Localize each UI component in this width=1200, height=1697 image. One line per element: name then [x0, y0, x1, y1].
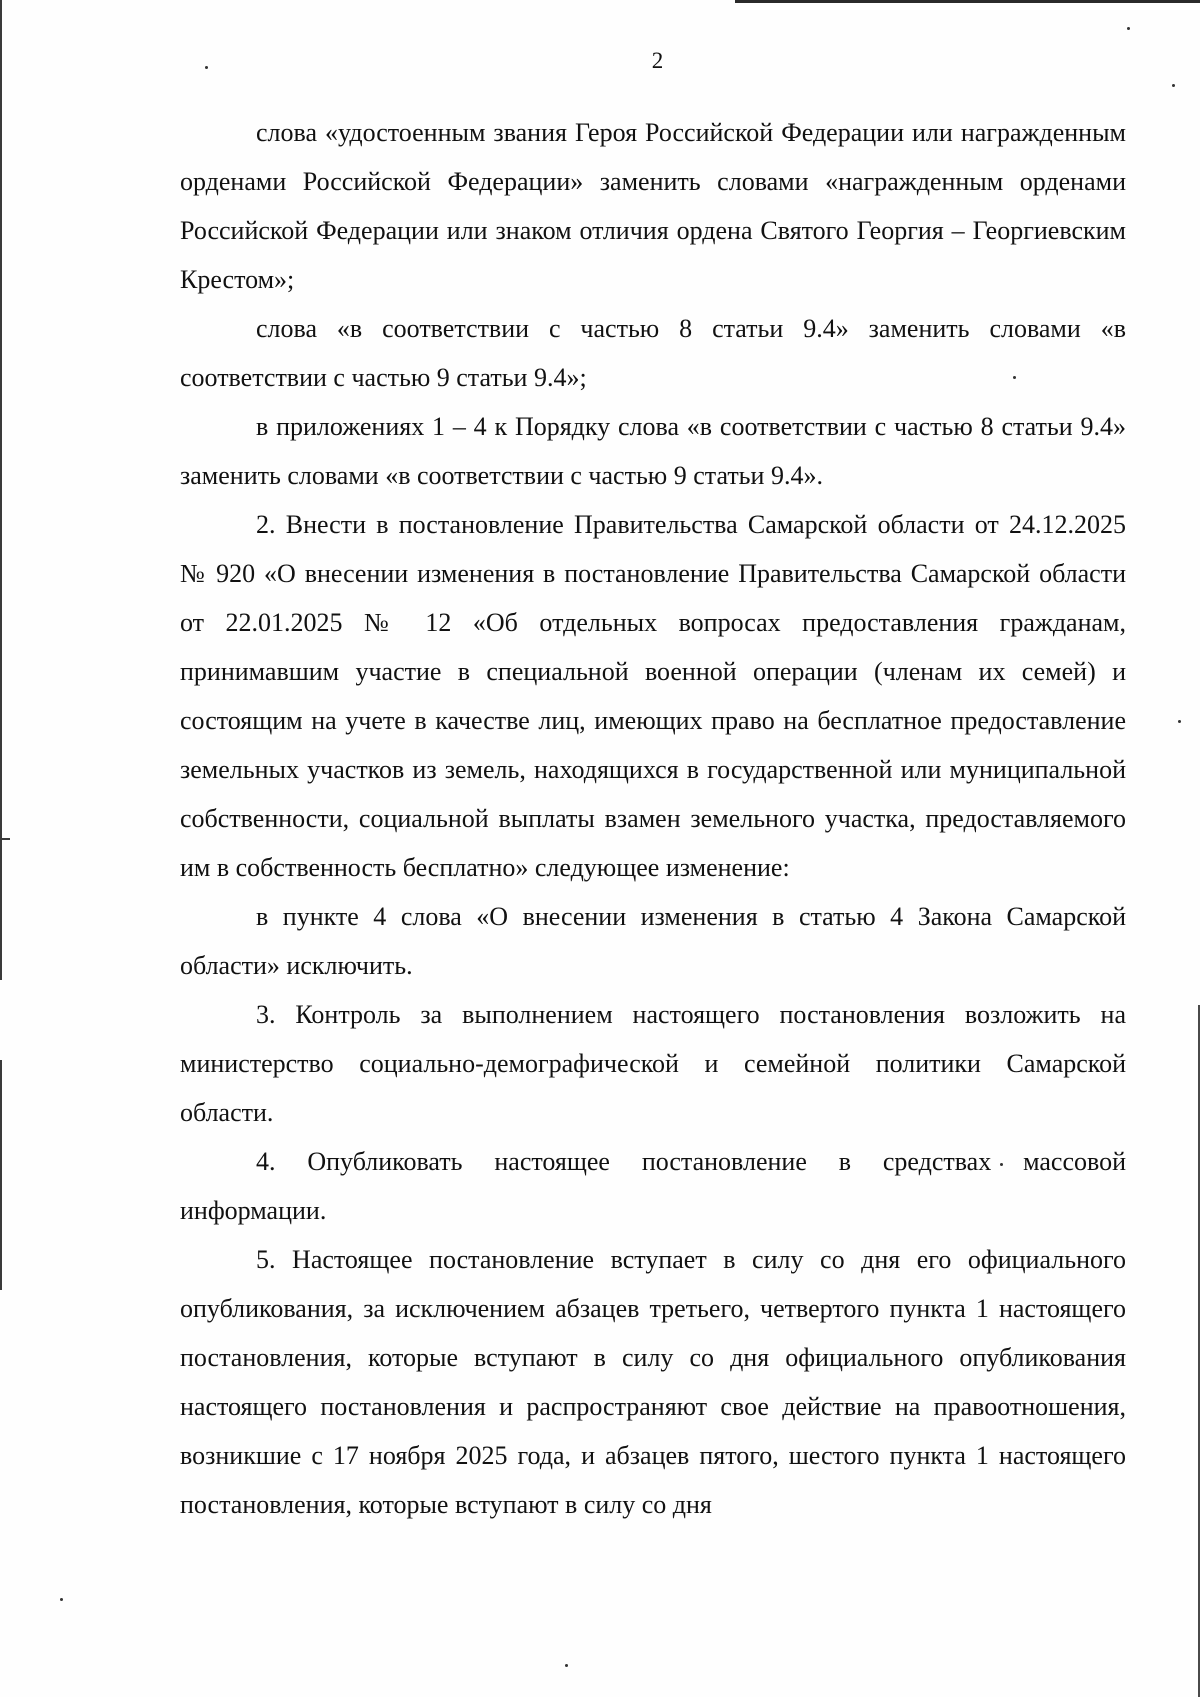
- scan-edge-left: [0, 0, 2, 980]
- document-body: [180, 108, 1126, 1529]
- page-number: 2: [651, 48, 664, 73]
- scan-speck: [1172, 84, 1175, 87]
- paragraph: 3. Контроль за выполнением настоящего постановления возложить на министерство социально-демографической и семейной политики Самарской области.: [180, 1000, 1126, 1127]
- scan-edge-left-lower: [0, 1060, 2, 1290]
- paragraph: слова «в соответствии с частью 8 статьи 9.4» заменить словами «в соответствии с частью 9 статьи 9.4»;: [180, 314, 1126, 392]
- scan-mark: [0, 838, 10, 840]
- paragraph: в пункте 4 слова «О внесении изменения в статью 4 Закона Самарской области» исключить.: [180, 902, 1126, 980]
- scan-speck: [565, 1664, 568, 1667]
- paragraph: 5. Настоящее постановление вступает в силу со дня его официального опубликования, за исключением абзацев третьего, четвертого пункта 1 настоящего постановления, которые вступают в силу со дня официального опубликования настоящего постановления и распространяют свое действие на правоотношения, возникшие с 17 ноября 2025 года, и абзацев пятого, шестого пункта 1 настоящего постановления, которые вступают в силу со дня: [180, 1245, 1126, 1519]
- paragraph: 2. Внести в постановление Правительства Самарской области от 24.12.2025 № 920 «О внесении изменения в постановление Правительства Самарской области от 22.01.2025 № 12 «Об отдельных вопросах предоставления гражданам, принимавшим участие в специальной военной операции (членам их семей) и состоящим на учете в качестве лиц, имеющих право на бесплатное предоставление земельных участков из земель, находящихся в государственной или муниципальной собственности, социальной выплаты взамен земельного участка, предоставляемого им в собственность бесплатно» следующее изменение:: [180, 510, 1126, 882]
- scan-speck: [1178, 720, 1181, 723]
- scan-edge-top: [735, 0, 1200, 3]
- paragraph: в приложениях 1 – 4 к Порядку слова «в соответствии с частью 8 статьи 9.4» заменить словами «в соответствии с частью 9 статьи 9.4».: [180, 412, 1126, 490]
- scan-speck: [60, 1598, 63, 1601]
- paragraph: слова «удостоенным звания Героя Российской Федерации или награжденным орденами Российской Федерации» заменить словами «награжденным орденами Российской Федерации или знаком отличия ордена Святого Георгия – Георгиевским Крестом»;: [180, 118, 1126, 294]
- paragraph: 4. Опубликовать настоящее постановление в средствах массовой информации.: [180, 1147, 1126, 1225]
- scan-speck: [1127, 27, 1130, 30]
